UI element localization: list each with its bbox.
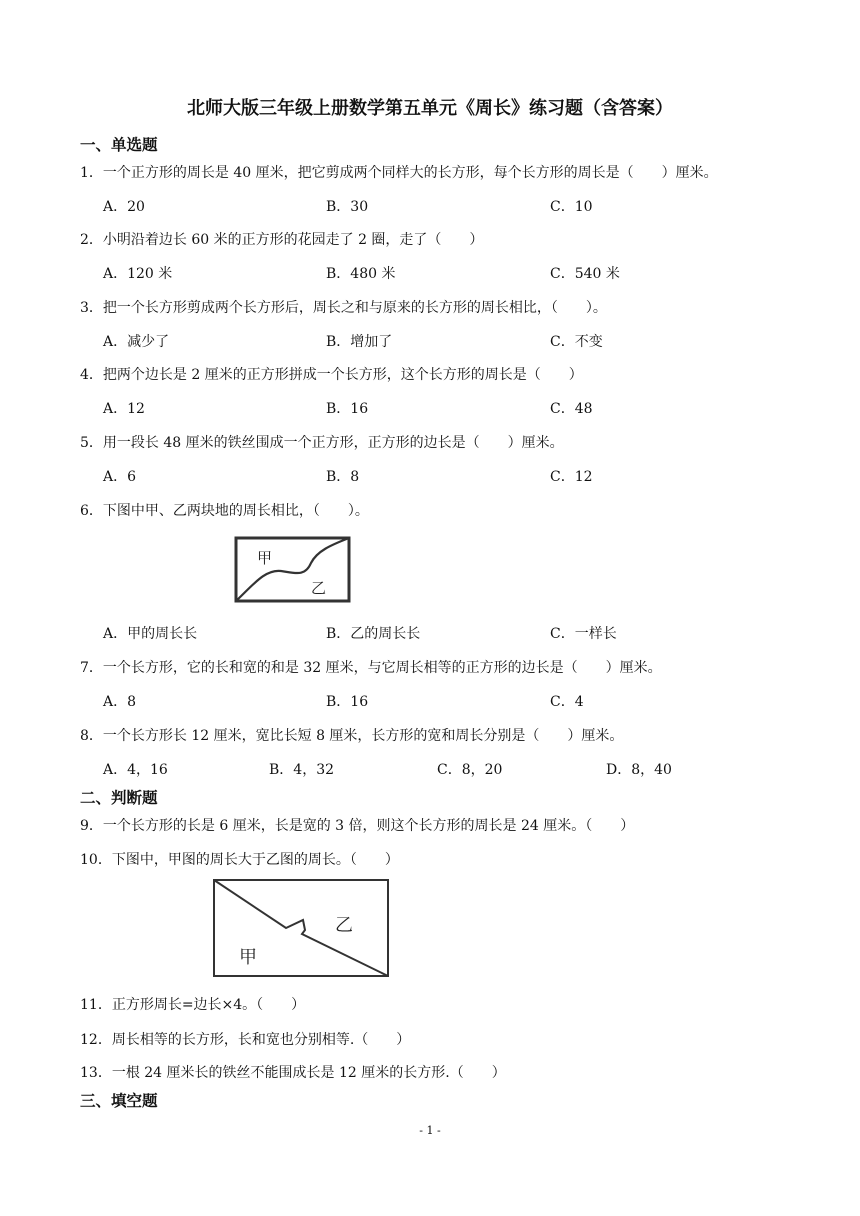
q8-option-d: D．8，40 [606, 762, 672, 778]
q6-option-c: C．一样长 [550, 626, 617, 642]
q5-option-c: C．12 [550, 469, 593, 485]
q3-option-b: B．增加了 [326, 334, 393, 350]
q6-figure-curve [236, 538, 349, 601]
section-heading-fill-blank: 三、填空题 [80, 1092, 158, 1110]
question-10: 10．下图中，甲图的周长大于乙图的周长。（ ） [80, 852, 399, 868]
q6-figure-outline [236, 538, 349, 601]
q5-option-b: B．8 [326, 469, 360, 485]
question-5: 5．用一段长 48 厘米的铁丝围成一个正方形，正方形的边长是（ ）厘米。 [80, 435, 564, 451]
q10-label-jia: 甲 [239, 947, 257, 968]
question-13: 13．一根 24 厘米长的铁丝不能围成长是 12 厘米的长方形.（ ） [80, 1065, 506, 1081]
q6-option-a: A．甲的周长长 [103, 626, 198, 642]
q3-option-a: A．减少了 [103, 334, 170, 350]
q1-option-c: C．10 [550, 199, 593, 215]
q8-option-a: A．4，16 [103, 762, 168, 778]
question-6: 6．下图中甲、乙两块地的周长相比，（ ）。 [80, 503, 369, 519]
question-3: 3．把一个长方形剪成两个长方形后，周长之和与原来的长方形的周长相比，（ ）。 [80, 300, 607, 316]
q8-option-c: C．8，20 [437, 762, 503, 778]
q5-option-a: A．6 [103, 469, 137, 485]
q2-option-b: B．480 米 [326, 266, 396, 282]
q10-figure [211, 877, 391, 979]
question-1: 1．一个正方形的周长是 40 厘米，把它剪成两个同样大的长方形，每个长方形的周长是（ ）厘米。 [80, 165, 718, 181]
page-number: - 1 - [419, 1124, 441, 1137]
q4-option-c: C．48 [550, 401, 593, 417]
question-12: 12．周长相等的长方形，长和宽也分别相等.（ ） [80, 1032, 411, 1048]
section-heading-single-choice: 一、单选题 [80, 136, 158, 154]
q6-label-jia: 甲 [257, 549, 273, 567]
q1-option-b: B．30 [326, 199, 369, 215]
q7-option-a: A．8 [103, 694, 137, 710]
q2-option-a: A．120 米 [103, 266, 173, 282]
section-heading-true-false: 二、判断题 [80, 789, 158, 807]
question-11: 11．正方形周长=边长×4。（ ） [80, 997, 306, 1013]
q6-label-yi: 乙 [311, 579, 327, 597]
q8-option-b: B．4，32 [269, 762, 335, 778]
question-4: 4．把两个边长是 2 厘米的正方形拼成一个长方形，这个长方形的周长是（ ） [80, 367, 583, 383]
q3-option-c: C．不变 [550, 334, 603, 350]
q1-option-a: A．20 [103, 199, 145, 215]
question-7: 7．一个长方形，它的长和宽的和是 32 厘米，与它周长相等的正方形的边长是（ ）厘米。 [80, 660, 662, 676]
q6-option-b: B．乙的周长长 [326, 626, 421, 642]
q10-label-yi: 乙 [335, 915, 353, 936]
question-9: 9．一个长方形的长是 6 厘米，长是宽的 3 倍，则这个长方形的周长是 24 厘米。（ ） [80, 818, 635, 834]
q2-option-c: C．540 米 [550, 266, 620, 282]
question-2: 2．小明沿着边长 60 米的正方形的花园走了 2 圈，走了（ ） [80, 232, 484, 248]
q4-option-b: B．16 [326, 401, 369, 417]
q7-option-c: C．4 [550, 694, 584, 710]
question-8: 8．一个长方形长 12 厘米，宽比长短 8 厘米，长方形的宽和周长分别是（ ）厘米。 [80, 728, 624, 744]
q4-option-a: A．12 [103, 401, 145, 417]
q7-option-b: B．16 [326, 694, 369, 710]
q6-figure [231, 533, 353, 605]
page-title: 北师大版三年级上册数学第五单元《周长》练习题（含答案） [187, 98, 673, 119]
